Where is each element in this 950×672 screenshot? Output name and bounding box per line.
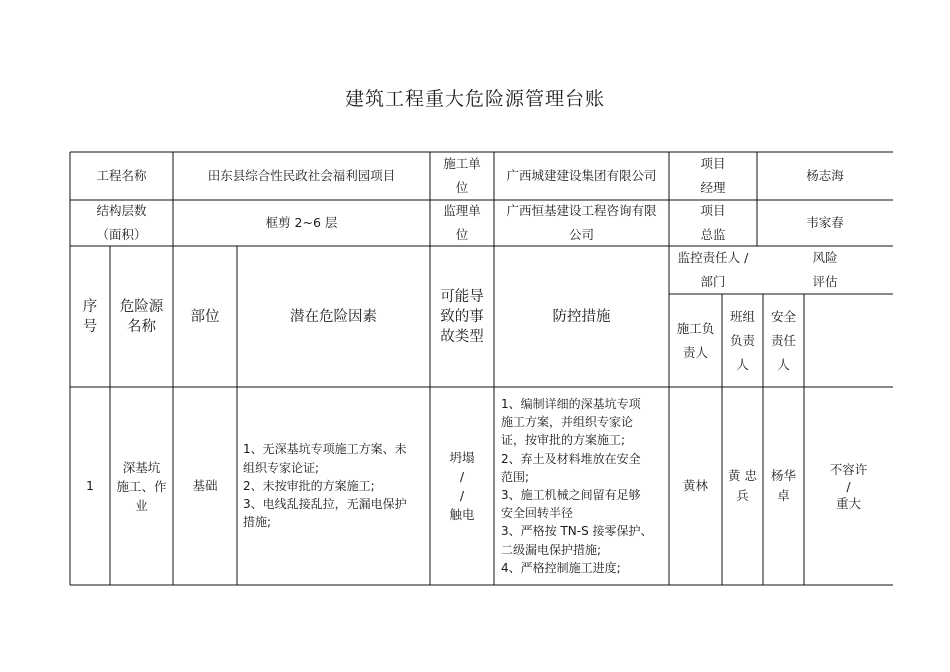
chief-supervisor-value: 韦家春 — [806, 215, 844, 230]
row-team-lead: 黄 忠 兵 — [728, 468, 757, 503]
structure-value: 框剪 2~6 层 — [265, 215, 338, 230]
header-control-measures: 防控措施 — [552, 308, 611, 325]
header-part: 部位 — [190, 308, 220, 325]
header-construction-lead: 施工负 责人 — [676, 320, 715, 360]
row-risk-assessment: 不容许 / 重大 — [829, 461, 868, 511]
contractor-value: 广西城建建设集团有限公司 — [506, 168, 657, 183]
project-manager-value: 杨志海 — [806, 168, 844, 183]
header-risk-assessment: 风险 评估 — [812, 250, 838, 289]
list-item: 4、严格控制施工进度; — [501, 560, 621, 575]
list-item: 证，按审批的方案施工; — [501, 433, 626, 448]
list-item: 1、编制详细的深基坑专项 — [501, 396, 641, 411]
risk-factors-list — [243, 440, 407, 531]
list-item: 3、施工机械之间留有足够 — [501, 488, 641, 502]
list-item: 安全回转半径 — [501, 506, 574, 521]
row-risk-factors — [237, 387, 430, 585]
project-manager-label: 项目 经理 — [700, 156, 726, 195]
header-safety-lead: 安全 责任 人 — [770, 308, 796, 372]
list-item: 组织专家论证; — [243, 460, 320, 475]
list-item: 2、弃土及材料堆放在安全 — [501, 451, 641, 466]
row-accident-type: 坍塌 / / 触电 — [449, 450, 475, 522]
header-seq: 序 号 — [82, 298, 98, 335]
list-item: 3、电线乱接乱拉，无漏电保护 — [243, 497, 407, 512]
row-construction-lead: 黄林 — [682, 478, 708, 493]
list-item: 1、无深基坑专项施工方案、未 — [243, 442, 407, 457]
row-seq: 1 — [86, 478, 94, 493]
row-safety-lead: 杨华 卓 — [770, 468, 796, 503]
project-name-value: 田东县综合性民政社会福利园项目 — [207, 168, 396, 183]
list-item: 3、严格按 TN-S 接零保护、 — [501, 524, 653, 539]
contractor-label: 施工单 位 — [443, 156, 481, 195]
header-hazard-name: 危险源 名称 — [119, 298, 164, 335]
structure-label: 结构层数 （面积） — [96, 203, 147, 242]
row-hazard-name: 深基坑 施工、作 业 — [116, 459, 167, 513]
project-name-label: 工程名称 — [96, 168, 147, 183]
header-accident-type: 可能导 致的事 故类型 — [440, 288, 484, 345]
supervisor-value: 广西恒基建设工程咨询有限 公司 — [506, 203, 657, 242]
header-team-lead: 班组 负责 人 — [729, 308, 755, 372]
control-measures-list — [501, 395, 653, 577]
list-item: 二级漏电保护措施; — [501, 542, 602, 557]
supervisor-label: 监理单 位 — [443, 203, 481, 242]
page-title: 建筑工程重大危险源管理台账 — [344, 88, 605, 110]
list-item: 施工方案，并组织专家论 — [501, 415, 634, 430]
row-control-measures — [494, 387, 669, 585]
list-item: 措施; — [243, 515, 272, 530]
header-risk-factors: 潜在危险因素 — [290, 308, 377, 325]
list-item: 2、未按审批的方案施工; — [243, 478, 375, 493]
header-monitor-responsible: 监控责任人 / 部门 — [677, 250, 749, 289]
row-part: 基础 — [192, 478, 218, 493]
list-item: 范围; — [501, 469, 530, 484]
chief-supervisor-label: 项目 总监 — [700, 203, 726, 242]
